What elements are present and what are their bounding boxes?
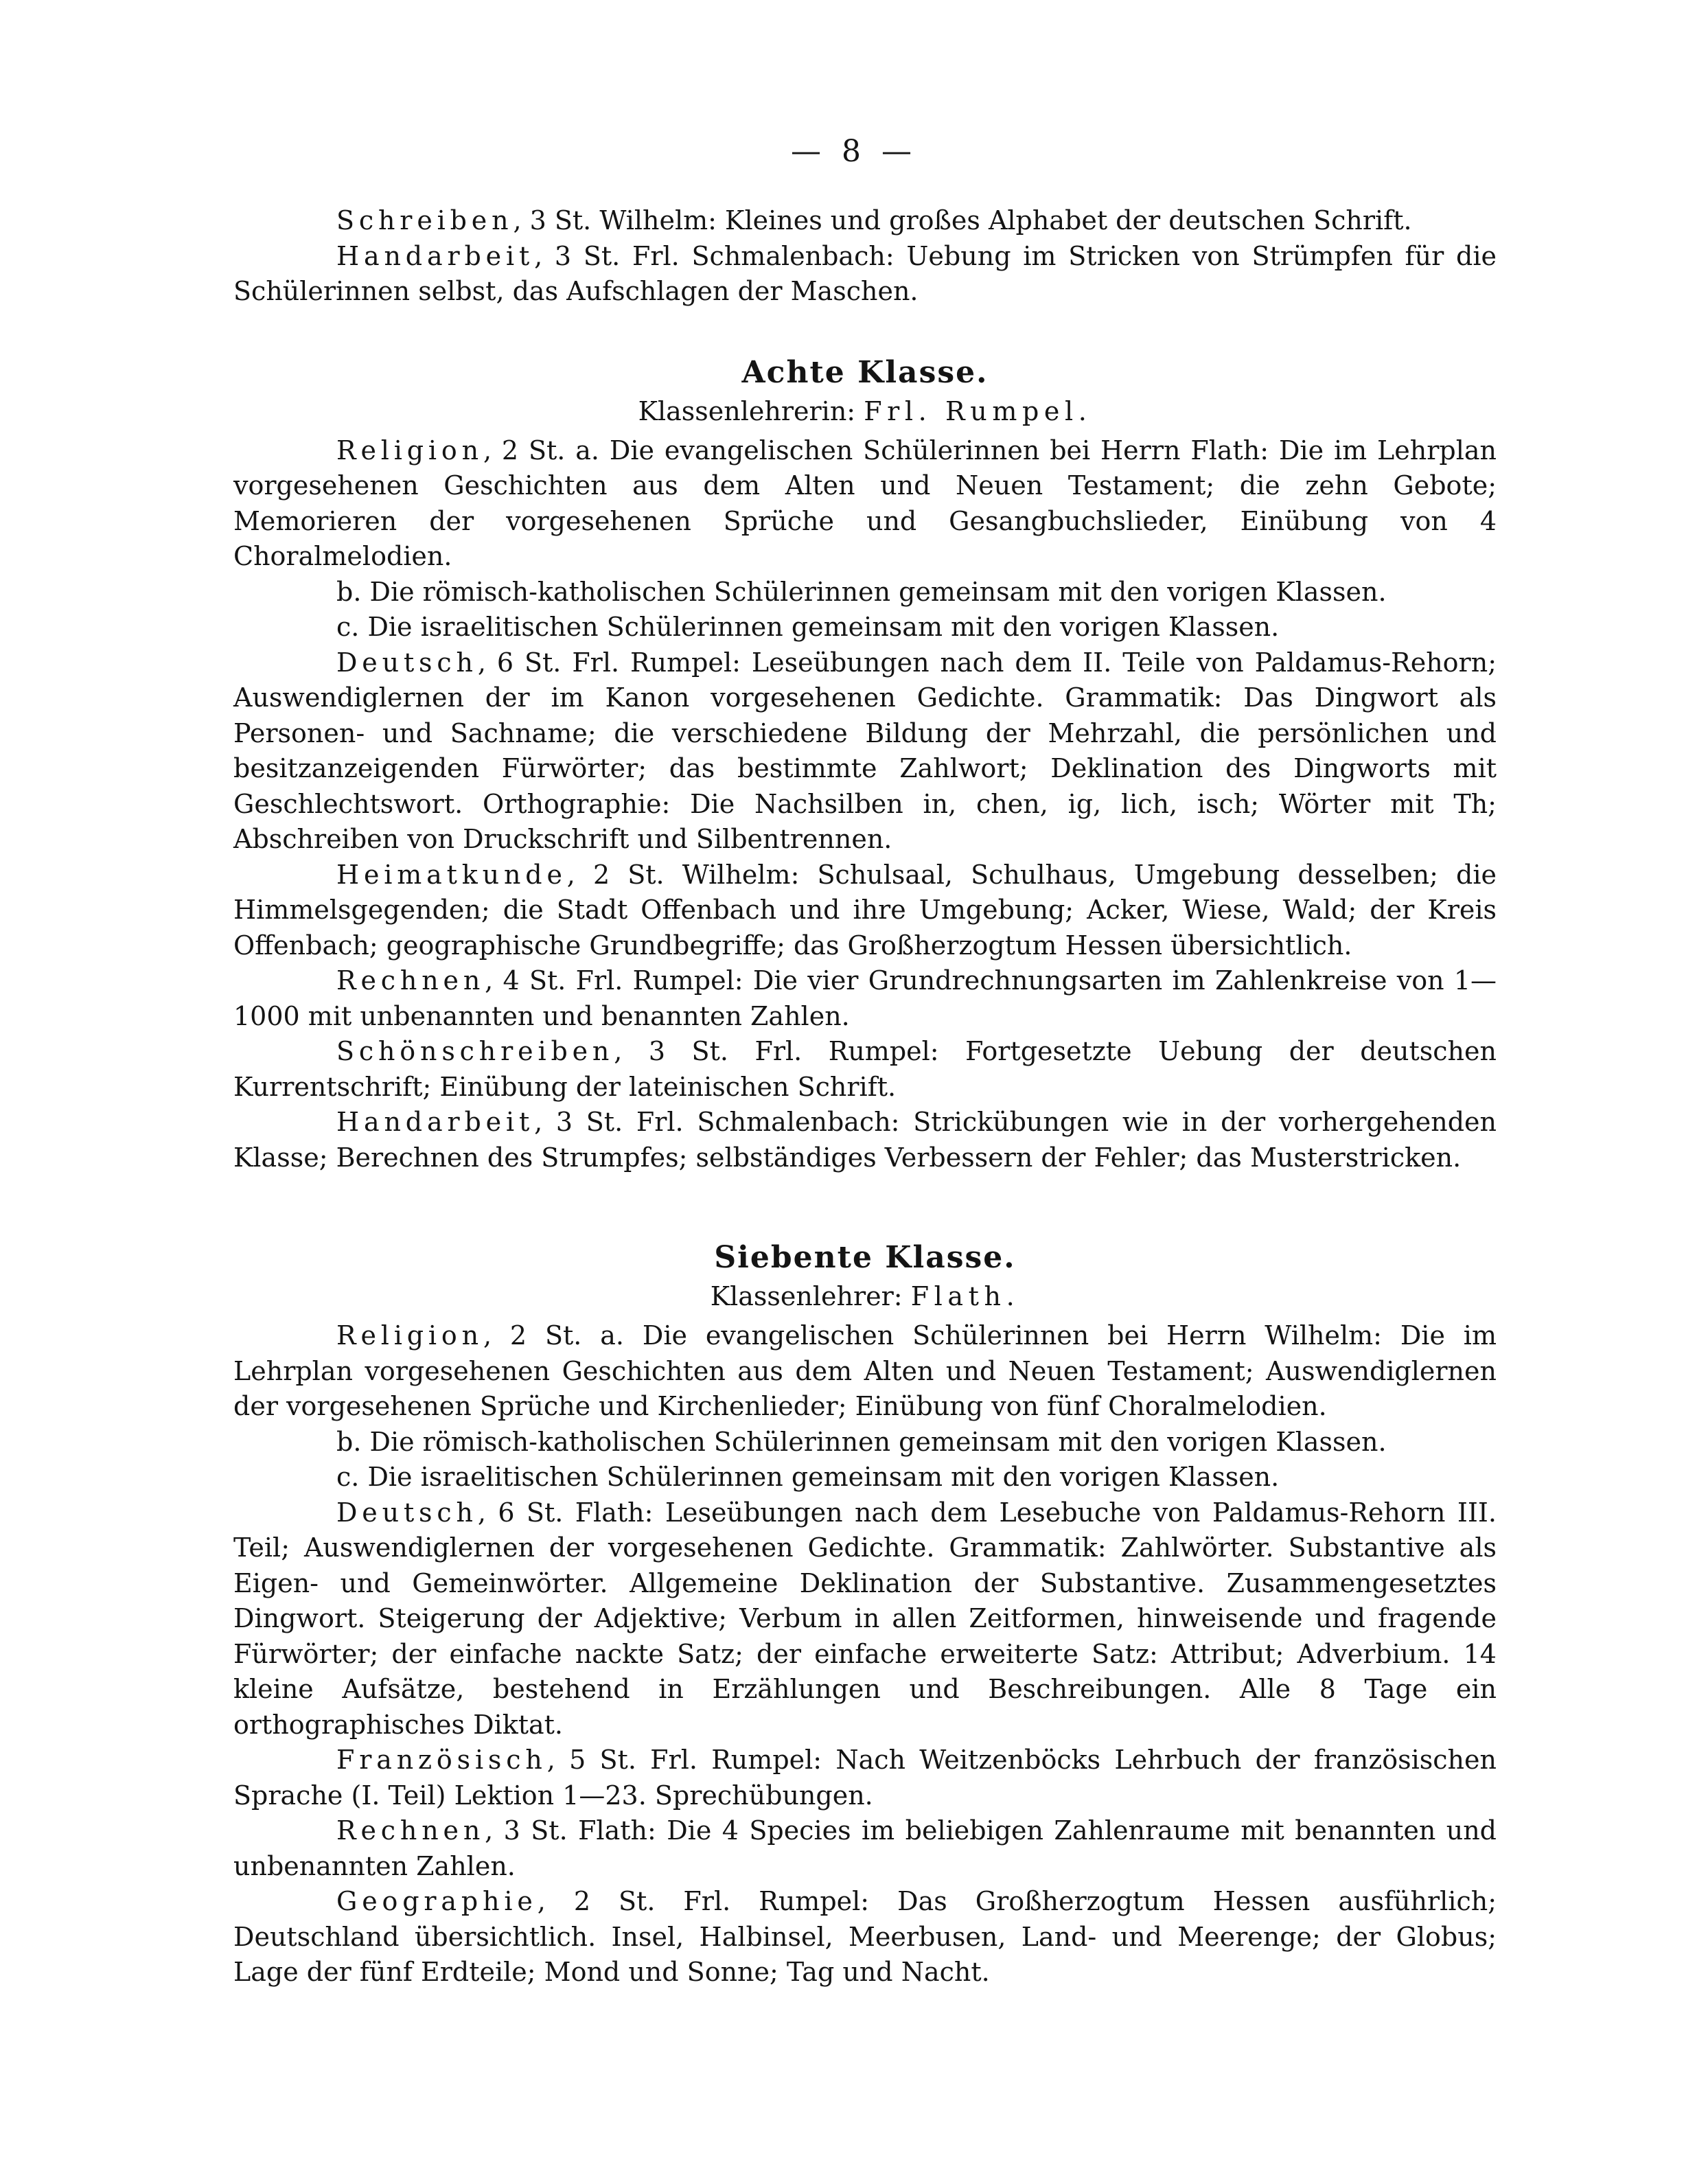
intro-paragraph-writing: Schreiben, 3 St. Wilhelm: Kleines und großes Alphabet der deutschen Schrift. [336,205,1412,236]
entry-religion-catholic: b. Die römisch-katholischen Schülerinnen gemeinsam mit den vorigen Klassen. [336,1426,1387,1457]
entry-religion-israelite: c. Die israelitischen Schülerinnen gemeinsam mit den vorigen Klassen. [336,1462,1280,1492]
subject-name: Religion [336,1320,483,1351]
entry-religion: Religion, 2 St. a. Die evangelischen Schülerinnen bei Herrn Wilhelm: Die im Lehrplan vorgesehenen Geschichten aus dem Alten und Neuen Testament; Auswendiglernen der vorgesehenen Sprüche und Kirchenlieder; Einübung von fünf Choralmelodien. [233,1320,1497,1421]
entry-german: Deutsch, 6 St. Flath: Leseübungen nach dem Lesebuche von Paldamus-Rehorn III. Teil; Auswendiglernen der vorgesehenen Gedichte. Grammatik: Zahlwörter. Substantive als Eigen- und Gemeinwörter. Allgemeine Deklination der Substantive. Zusammengesetztes Dingwort. Steigerung der Adjektive; Verbum in allen Zeitformen, hinweisende und fragende Fürwörter; der einfache nackte Satz; der einfache erweiterte Satz: Attribut; Adverbium. 14 kleine Aufsätze, bestehend in Erzählungen und Beschreibungen. Alle 8 Tage ein orthographisches Diktat. [233,1497,1497,1740]
subject-name: Religion [336,435,483,466]
entry-penmanship: Schönschreiben, 3 St. Frl. Rumpel: Fortgesetzte Uebung der deutschen Kurrentschrift; Einübung der lateinischen Schrift. [233,1036,1497,1102]
intro-paragraph-handwork: Handarbeit, 3 St. Frl. Schmalenbach: Uebung im Stricken von Strümpfen für die Schülerinnen selbst, das Aufschlagen der Maschen. [233,240,1497,306]
subject-name: Schönschreiben [336,1036,614,1066]
subject-name: Heimatkunde [336,859,567,890]
entry-religion-catholic: b. Die römisch-katholischen Schülerinnen gemeinsam mit den vorigen Klassen. [336,576,1387,607]
subject-name: Schreiben [336,205,513,236]
entry-handwork: Handarbeit, 3 St. Frl. Schmalenbach: Strickübungen wie in der vorhergehenden Klasse; Berechnen des Strumpfes; selbständiges Verbessern der Fehler; das Musterstricken. [233,1107,1497,1173]
class-teacher-line: Klassenlehrer: Flath. [710,1281,1020,1311]
entry-religion: Religion, 2 St. a. Die evangelischen Schülerinnen bei Herrn Flath: Die im Lehrplan vorgesehenen Geschichten aus dem Alten und Neuen Testament; die zehn Gebote; Memorieren der vorgesehenen Sprüche und Gesangbuchslieder, Einübung von 4 Choralmelodien. [233,435,1497,571]
page-number: — 8 — [791,134,917,169]
subject-name: Deutsch [336,1497,478,1528]
entry-geography: Geographie, 2 St. Frl. Rumpel: Das Großherzogtum Hessen ausführlich; Deutschland übersichtlich. Insel, Halbinsel, Meerbusen, Land- und Meerenge; der Globus; Lage der fünf Erdteile; Mond und Sonne; Tag und Nacht. [233,1886,1497,1987]
subject-name: Geographie [336,1886,538,1916]
class-teacher-line: Klassenlehrerin: Frl. Rumpel. [638,395,1092,426]
section-heading-seventh-class: Siebente Klasse. [714,1240,1016,1275]
subject-name: Deutsch [336,647,478,678]
subject-name: Rechnen [336,965,485,996]
entry-french: Französisch, 5 St. Frl. Rumpel: Nach Weitzenböcks Lehrbuch der französischen Sprache (I. Teil) Lektion 1—23. Sprechübungen. [233,1745,1497,1811]
entry-local-studies: Heimatkunde, 2 St. Wilhelm: Schulsaal, Schulhaus, Umgebung desselben; die Himmelsgegenden; die Stadt Offenbach und ihre Umgebung; Acker, Wiese, Wald; der Kreis Offenbach; geographische Grundbegriffe; das Großherzogtum Hessen übersichtlich. [233,859,1497,961]
subject-name: Handarbeit [336,240,535,271]
subject-name: Handarbeit [336,1107,535,1137]
entry-german: Deutsch, 6 St. Frl. Rumpel: Leseübungen nach dem II. Teile von Paldamus-Rehorn; Auswendiglernen der im Kanon vorgesehenen Gedichte. Grammatik: Das Dingwort als Personen- und Sachname; die verschiedene Bildung der Mehrzahl, die persönlichen und besitzanzeigenden Fürwörter; das bestimmte Zahlwort; Deklination des Dingworts mit Geschlechtswort. Orthographie: Die Nachsilben in, chen, ig, lich, isch; Wörter mit Th; Abschreiben von Druckschrift und Silbentrennen. [233,647,1497,854]
entry-arithmetic: Rechnen, 4 St. Frl. Rumpel: Die vier Grundrechnungsarten im Zahlenkreise von 1—1000 mit unbenannten und benannten Zahlen. [233,965,1497,1031]
entry-arithmetic: Rechnen, 3 St. Flath: Die 4 Species im beliebigen Zahlenraume mit benannten und unbenannten Zahlen. [233,1815,1497,1881]
subject-name: Rechnen [336,1815,485,1846]
entry-religion-israelite: c. Die israelitischen Schülerinnen gemeinsam mit den vorigen Klassen. [336,612,1280,642]
document-body [233,203,1497,1990]
section-heading-eighth-class: Achte Klasse. [741,354,989,390]
subject-name: Französisch [336,1745,547,1775]
